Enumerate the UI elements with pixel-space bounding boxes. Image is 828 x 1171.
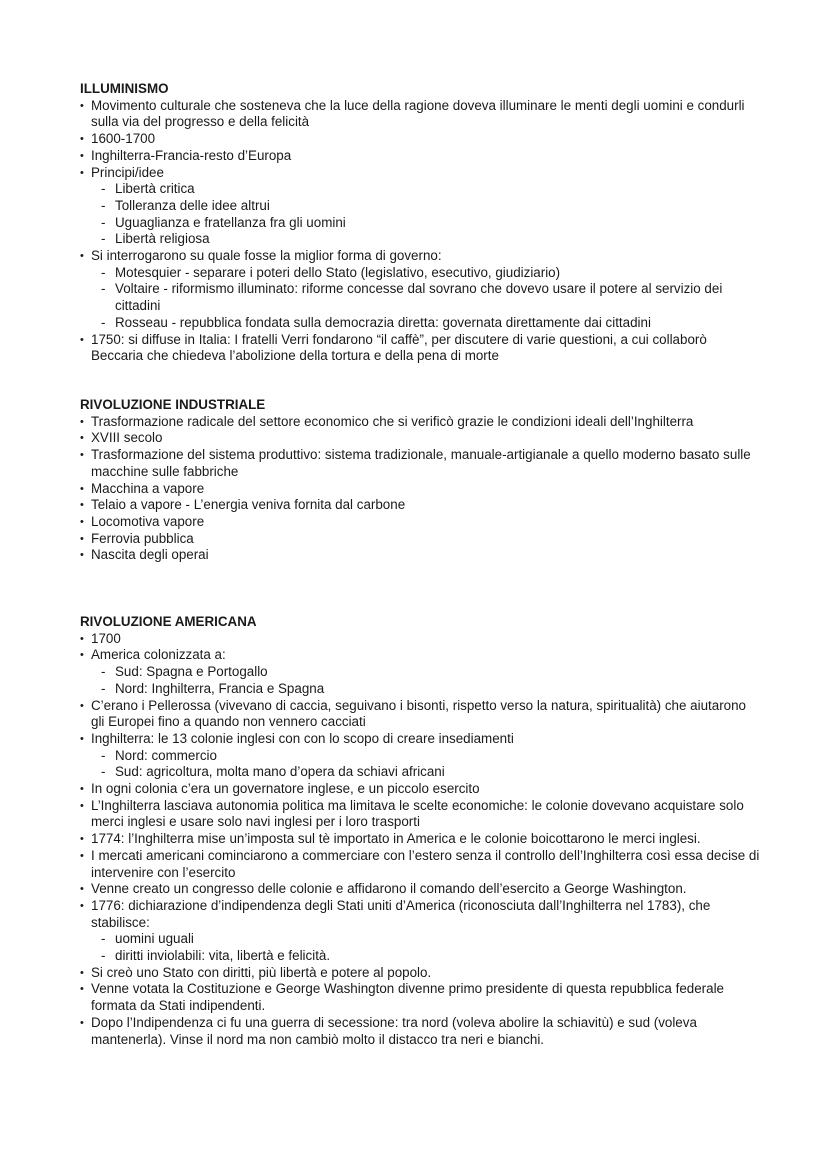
bullet-text: C’erano i Pellerossa (vivevano di caccia, seguivano i bisonti, rispetto verso la natura, spiritualità) che aiutarono gli Europei fino a quando non vennero cacciati (91, 697, 746, 730)
bullet-text: Principi/idee (91, 164, 164, 180)
sub-list (80, 748, 760, 781)
bullet-item (80, 98, 760, 131)
bullet-item (80, 414, 760, 431)
sub-list (80, 931, 760, 964)
sub-list (80, 181, 760, 248)
bullet-item (80, 165, 760, 182)
bullet-item (80, 332, 760, 365)
sub-item: - Tolleranza delle idee altrui (80, 198, 760, 215)
bullet-text: L’Inghilterra lasciava autonomia politica ma limitava le scelte economiche: le colonie dovevano acquistare solo merci inglesi e usare solo navi inglesi per i loro trasporti (91, 797, 744, 830)
bullet-item (80, 781, 760, 798)
section-title: RIVOLUZIONE AMERICANA (80, 614, 257, 629)
bullet-text: America colonizzata a: (91, 647, 226, 663)
bullet-text: Macchina a vapore (91, 480, 205, 496)
bullet-text: Ferrovia pubblica (91, 530, 194, 546)
section-rivoluzione-americana (80, 614, 760, 1048)
bullet-item (80, 148, 760, 165)
bullet-item (80, 831, 760, 848)
bullet-item (80, 547, 760, 564)
bullet-text: In ogni colonia c’era un governatore inglese, e un piccolo esercito (91, 781, 480, 797)
bullet-item (80, 731, 760, 748)
sub-list (80, 265, 760, 332)
bullet-text: Si interrogarono su quale fosse la miglior forma di governo: (91, 248, 442, 264)
bullet-item (80, 514, 760, 531)
bullet-text: Nascita degli operai (91, 547, 209, 563)
bullet-item (80, 647, 760, 664)
sub-item: - Motesquier - separare i poteri dello Stato (legislativo, esecutivo, giudiziario) (80, 265, 760, 282)
bullet-item (80, 848, 760, 881)
bullet-list (80, 631, 760, 1049)
bullet-text: Trasformazione radicale del settore economico che si verificò grazie le condizioni ideali dell’Inghilterra (91, 413, 694, 429)
sub-item: - Sud: agricoltura, molta mano d’opera da schiavi africani (80, 764, 760, 781)
sub-item: - Rosseau - repubblica fondata sulla democrazia diretta: governata direttamente dai cittadini (80, 315, 760, 332)
bullet-item (80, 698, 760, 731)
bullet-item (80, 898, 760, 931)
bullet-item (80, 965, 760, 982)
sub-list (80, 664, 760, 697)
section-rivoluzione-industriale (80, 397, 760, 564)
bullet-text: Dopo l’Indipendenza ci fu una guerra di secessione: tra nord (voleva abolire la schiavitù) e sud (voleva mantenerla). Vinse il nord ma non cambiò molto il distacco tra neri e bianchi. (91, 1014, 697, 1047)
bullet-text: Locomotiva vapore (91, 513, 205, 529)
bullet-text: I mercati americani cominciarono a commerciare con l’estero senza il controllo dell’Inghilterra così essa decise di intervenire con l’esercito (91, 847, 760, 880)
sub-item: - Libertà critica (80, 181, 760, 198)
bullet-item (80, 531, 760, 548)
sub-item: - Nord: Inghilterra, Francia e Spagna (80, 681, 760, 698)
section-title: ILLUMINISMO (80, 81, 169, 96)
bullet-item (80, 981, 760, 1014)
sub-item: - Libertà religiosa (80, 231, 760, 248)
bullet-item (80, 131, 760, 148)
bullet-item (80, 447, 760, 480)
sub-item: - diritti inviolabili: vita, libertà e felicità. (80, 948, 760, 965)
bullet-text: Telaio a vapore - L’energia veniva fornita dal carbone (91, 497, 406, 513)
bullet-text: Venne votata la Costituzione e George Washington divenne primo presidente di questa repubblica federale formata da Stati indipendenti. (91, 981, 724, 1014)
bullet-text: Si creò uno Stato con diritti, più libertà e potere al popolo. (91, 964, 432, 980)
bullet-item (80, 497, 760, 514)
bullet-text: 1750: si diffuse in Italia: I fratelli Verri fondarono “il caffè”, per discutere di varie questioni, a cui collaborò Beccaria che chiedeva l’abolizione della tortura e della pena di morte (91, 331, 707, 364)
sub-item: - Sud: Spagna e Portogallo (80, 664, 760, 681)
bullet-text: Movimento culturale che sosteneva che la luce della ragione doveva illuminare le menti degli uomini e condurli sulla via del progresso e della felicità (91, 97, 745, 130)
bullet-item (80, 631, 760, 648)
bullet-item (80, 798, 760, 831)
bullet-text: Inghilterra-Francia-resto d’Europa (91, 147, 292, 163)
bullet-item (80, 430, 760, 447)
bullet-text: 1776: dichiarazione d’indipendenza degli Stati uniti d’America (riconosciuta dall’Inghilterra nel 1783), che stabilisce: (91, 897, 711, 930)
section-illuminismo (80, 81, 760, 365)
bullet-item (80, 481, 760, 498)
bullet-text: Trasformazione del sistema produttivo: sistema tradizionale, manuale-artigianale a quello moderno basato sulle macchine sulle fabbriche (91, 447, 751, 479)
bullet-text: 1600-1700 (91, 131, 156, 147)
bullet-text: 1700 (91, 630, 121, 646)
bullet-text: 1774: l’Inghilterra mise un’imposta sul tè importato in America e le colonie boicottarono le merci inglesi. (91, 831, 701, 847)
bullet-item (80, 248, 760, 265)
bullet-item (80, 1015, 760, 1048)
bullet-text: Inghilterra: le 13 colonie inglesi con con lo scopo di creare insediamenti (91, 730, 514, 746)
sub-item: - Nord: commercio (80, 748, 760, 765)
bullet-item (80, 881, 760, 898)
sub-item: - uomini uguali (80, 931, 760, 948)
sub-item: - Voltaire - riformismo illuminato: riforme concesse dal sovrano che dovevo usare il potere al servizio dei cittadini (80, 281, 760, 314)
bullet-text: Venne creato un congresso delle colonie e affidarono il comando dell’esercito a George Washington. (91, 881, 687, 897)
section-title: RIVOLUZIONE INDUSTRIALE (80, 397, 266, 412)
sub-item: - Uguaglianza e fratellanza fra gli uomini (80, 215, 760, 232)
bullet-text: XVIII secolo (91, 430, 163, 446)
bullet-list (80, 98, 760, 365)
bullet-list (80, 414, 760, 564)
